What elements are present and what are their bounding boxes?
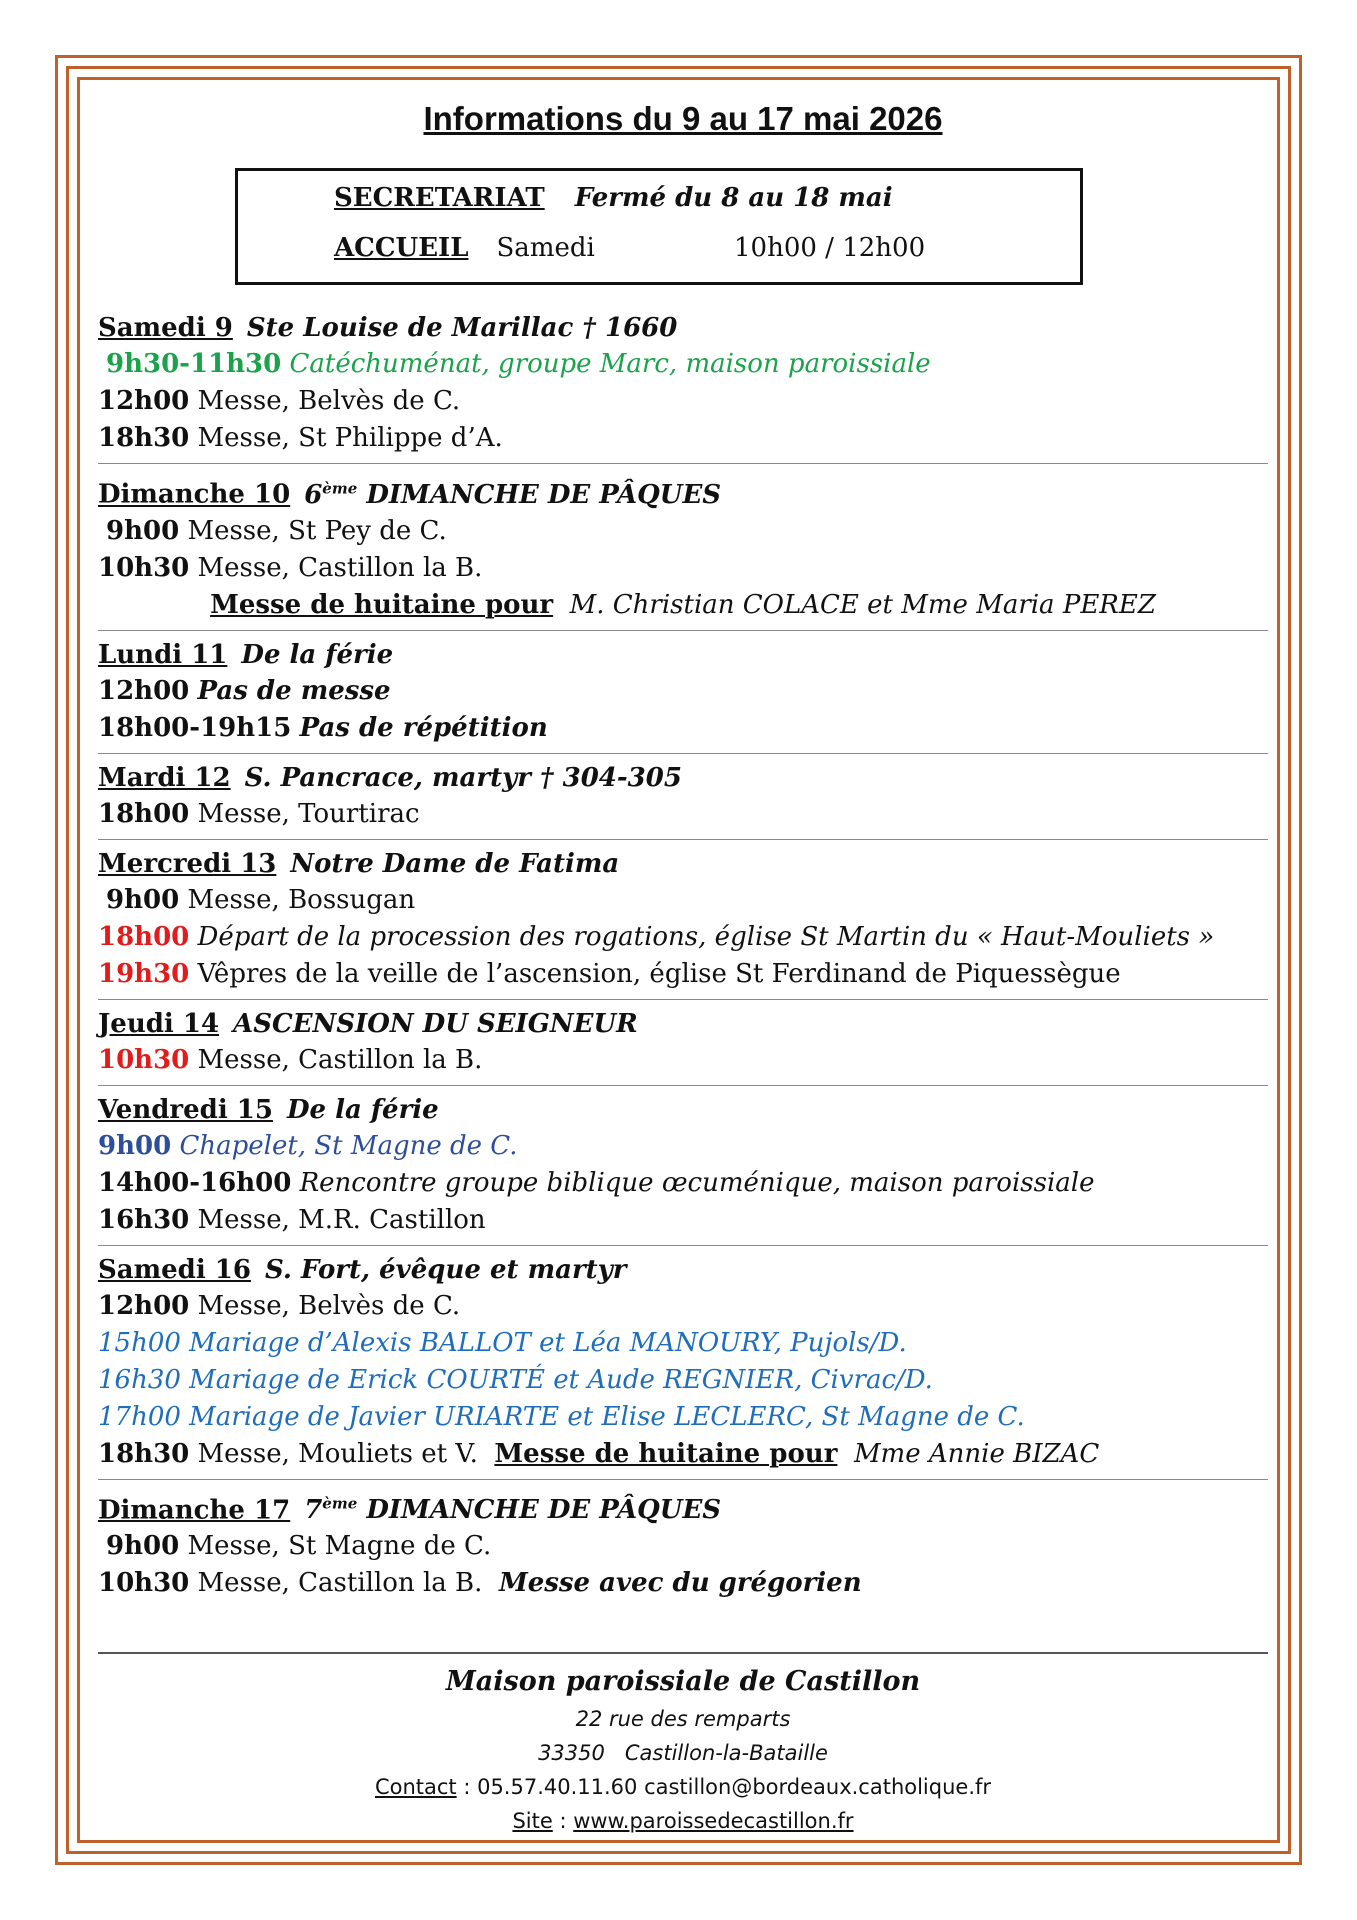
entry-time: 9h00 [106, 884, 180, 915]
schedule-entry [98, 1128, 1268, 1165]
day-samedi-9 [98, 310, 1268, 464]
secretariat-label: SECRETARIAT [334, 183, 545, 213]
schedule-entry [98, 1565, 1268, 1602]
entry-time: 10h30 [98, 552, 190, 583]
entry-time: 12h00 [98, 386, 190, 416]
entry-note: Messe avec du grégorien [498, 1568, 862, 1599]
entry-time: 19h30 [98, 958, 190, 989]
day-dimanche-17 [98, 1486, 1268, 1609]
schedule-entry [98, 1528, 1268, 1565]
day-mercredi-13 [98, 846, 1268, 1000]
entry-text: Messe, Belvès de C. [197, 386, 461, 416]
accueil-row [334, 233, 926, 263]
day-name: Mercredi 13 [98, 848, 277, 879]
entry-text: Messe, St Pey de C. [187, 515, 447, 546]
day-name: Dimanche 10 [98, 479, 291, 510]
footer-site [98, 1804, 1268, 1838]
entry-time: 14h00-16h00 [98, 1167, 292, 1198]
day-name: Vendredi 15 [98, 1094, 273, 1125]
entry-time: 18h30 [98, 423, 190, 453]
entry-time: 16h30 [98, 1204, 190, 1235]
office-hours-box [235, 168, 1083, 285]
entry-text: Messe, Mouliets et V. [197, 1438, 478, 1469]
entry-text: Messe, M.R. Castillon [197, 1204, 486, 1235]
day-name: Samedi 16 [98, 1254, 251, 1285]
day-heading [98, 760, 1268, 796]
entry-text: Messe, Castillon la B. [197, 552, 483, 583]
entry-text: Messe, Belvès de C. [197, 1290, 461, 1321]
ordinal-suffix: ème [322, 1494, 358, 1513]
day-heading [98, 1486, 1268, 1529]
day-samedi-16 [98, 1252, 1268, 1480]
entry-time: 10h30 [98, 1568, 190, 1599]
day-saint: De la férie [286, 1094, 439, 1125]
entry-text: Messe, Bossugan [187, 884, 416, 915]
schedule-entry [98, 882, 1268, 919]
huitaine-label: Messe de huitaine pour [494, 1438, 838, 1469]
entry-text: Messe, St Magne de C. [187, 1531, 492, 1562]
entry-text: Vêpres de la veille de l’ascension, église St Ferdinand de Piquessègue [197, 958, 1121, 989]
day-heading [98, 470, 1268, 513]
schedule-entry [98, 1202, 1268, 1239]
site-label: Site [512, 1809, 553, 1833]
day-name: Jeudi 14 [98, 1008, 220, 1039]
entry-time: 18h30 [98, 1438, 190, 1469]
entry-text: Pas de répétition [299, 712, 548, 743]
day-saint: De la férie [241, 639, 394, 670]
page-title: Informations du 9 au 17 mai 2026 [423, 100, 943, 137]
schedule-entry [98, 710, 1268, 747]
entry-time: 18h00 [98, 921, 190, 952]
day-mardi-12 [98, 760, 1268, 840]
day-saint-text: DIMANCHE DE PÂQUES [366, 479, 722, 510]
contact-label: Contact [374, 1775, 457, 1799]
day-heading [98, 310, 1268, 346]
entry-text: Messe, St Philippe d’A. [197, 423, 503, 453]
schedule-entry [98, 919, 1268, 956]
entry-time: 9h00 [106, 515, 180, 546]
footer-divider [98, 1652, 1268, 1654]
wedding-entry: 16h30 Mariage de Erick COURTÉ et Aude REGNIER, Civrac/D. [98, 1364, 933, 1395]
day-heading [98, 637, 1268, 673]
contact-value[interactable]: : 05.57.40.11.60 castillon@bordeaux.catholique.fr [456, 1775, 992, 1799]
day-lundi-11 [98, 637, 1268, 754]
schedule [98, 310, 1268, 1614]
schedule-entry [98, 420, 1268, 457]
huitaine-label: Messe de huitaine pour [210, 589, 554, 620]
day-jeudi-14 [98, 1006, 1268, 1086]
schedule-entry [98, 1288, 1268, 1325]
ordinal-suffix: ème [322, 479, 358, 497]
entry-text: Pas de messe [197, 675, 391, 706]
wedding-entry: 15h00 Mariage d’Alexis BALLOT et Léa MANOURY, Pujols/D. [98, 1327, 907, 1358]
day-saint: Notre Dame de Fatima [290, 848, 620, 879]
secretariat-row [334, 183, 893, 213]
schedule-entry [98, 346, 1268, 383]
footer-contact [98, 1770, 1268, 1804]
footer-address-line-2: 33350 Castillon-la-Bataille [538, 1741, 828, 1765]
day-saint: S. Pancrace, martyr † 304-305 [244, 762, 682, 793]
schedule-entry [98, 550, 1268, 587]
site-link[interactable]: www.paroissedecastillon.fr [573, 1809, 854, 1833]
entry-text: Messe, Castillon la B. [197, 1568, 483, 1599]
entry-text: Messe, Castillon la B. [197, 1044, 483, 1075]
schedule-entry [98, 673, 1268, 710]
ordinal-number: 6 [304, 479, 323, 510]
entry-time: 12h00 [98, 675, 190, 706]
schedule-entry [98, 796, 1268, 833]
schedule-entry [98, 1042, 1268, 1079]
footer-address-line-1: 22 rue des remparts [575, 1707, 791, 1731]
day-name: Dimanche 17 [98, 1495, 291, 1526]
ordinal-number: 7 [304, 1495, 323, 1526]
footer [98, 1662, 1268, 1838]
entry-time: 18h00 [98, 798, 190, 829]
entry-time: 12h00 [98, 1290, 190, 1321]
entry-text: Chapelet, St Magne de C. [179, 1130, 518, 1161]
day-heading [98, 1006, 1268, 1042]
accueil-hours: 10h00 / 12h00 [734, 233, 926, 263]
secretariat-value: Fermé du 8 au 18 mai [574, 183, 893, 213]
day-vendredi-15 [98, 1092, 1268, 1246]
wedding-entry: 17h00 Mariage de Javier URIARTE et Elise LECLERC, St Magne de C. [98, 1401, 1025, 1432]
day-name: Lundi 11 [98, 639, 228, 670]
entry-time: 9h00 [98, 1130, 172, 1161]
huitaine-entry [98, 587, 1268, 624]
entry-time: 18h00-19h15 [98, 712, 292, 743]
entry-text: Rencontre groupe biblique œcuménique, maison paroissiale [299, 1167, 1095, 1198]
entry-time: 10h30 [98, 1044, 190, 1075]
day-saint: Ste Louise de Marillac † 1660 [246, 313, 678, 343]
huitaine-names: M. Christian COLACE et Mme Maria PEREZ [569, 589, 1156, 620]
entry-text: Départ de la procession des rogations, église St Martin du « Haut-Mouliets » [197, 921, 1215, 952]
day-saint-text: DIMANCHE DE PÂQUES [366, 1495, 722, 1526]
day-name: Samedi 9 [98, 313, 233, 343]
accueil-label: ACCUEIL [334, 233, 469, 263]
site-separator: : [552, 1809, 574, 1833]
day-saint: ASCENSION DU SEIGNEUR [233, 1008, 638, 1039]
entry-time: 9h00 [106, 1531, 180, 1562]
day-saint [304, 1495, 721, 1525]
day-heading [98, 846, 1268, 882]
day-heading [98, 1092, 1268, 1128]
schedule-entry [98, 1165, 1268, 1202]
schedule-entry [98, 1436, 1268, 1473]
entry-text: Messe, Tourtirac [197, 798, 420, 829]
entry-text: Catéchuménat, groupe Marc, maison paroissiale [289, 349, 931, 379]
schedule-entry [98, 383, 1268, 420]
day-saint [304, 480, 721, 510]
day-heading [98, 1252, 1268, 1288]
schedule-entry [98, 956, 1268, 993]
footer-org: Maison paroissiale de Castillon [445, 1666, 921, 1697]
entry-time: 9h30-11h30 [106, 349, 282, 379]
accueil-day: Samedi [496, 233, 595, 263]
day-dimanche-10 [98, 470, 1268, 631]
huitaine-names: Mme Annie BIZAC [853, 1438, 1100, 1469]
schedule-entry [98, 513, 1268, 550]
day-name: Mardi 12 [98, 762, 231, 793]
day-saint: S. Fort, évêque et martyr [264, 1254, 627, 1285]
